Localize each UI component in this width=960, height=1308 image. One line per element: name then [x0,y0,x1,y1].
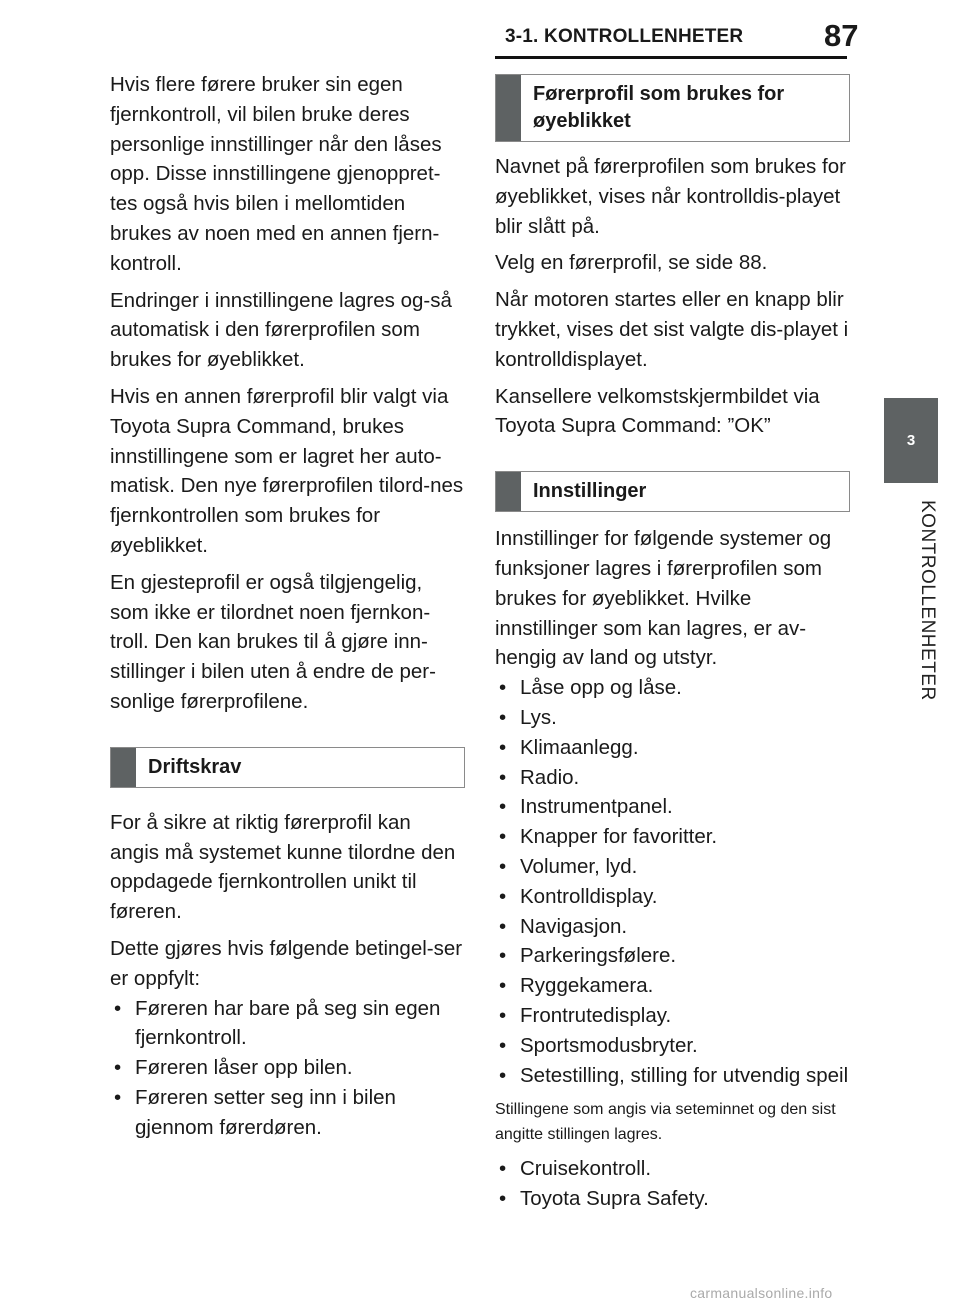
chapter-label: KONTROLLENHETER [917,500,938,701]
list-item: • Ryggekamera. [495,971,850,1001]
section-heading-innstillinger [495,471,850,512]
section-heading-label: Innstillinger [533,480,647,503]
list-item: • Klimaanlegg. [495,733,850,763]
list-item: • Føreren har bare på seg sin egen fjernkontroll. [110,994,465,1054]
paragraph: En gjesteprofil er også tilgjengelig, som ikke er tilordnet noen fjernkon-troll. Den kan brukes til å gjøre inn-stillinger i bilen uten å endre de per-sonlige førerprofilene. [110,570,436,713]
section-heading-label: Driftskrav [148,755,242,778]
watermark: carmanualsonline.info [690,1285,833,1301]
list-item: • Navigasjon. [495,912,850,942]
settings-list [495,673,850,1090]
list-item: • Radio. [495,763,850,793]
list-item: • Cruisekontroll. [495,1154,850,1184]
list-item: • Sportsmodusbryter. [495,1031,850,1061]
paragraph: Når motoren startes eller en knapp blir trykket, vises det sist valgte dis-playet i kontrolldisplayet. [495,288,849,371]
list-item: • Låse opp og låse. [495,673,850,703]
list-item: • Frontrutedisplay. [495,1001,850,1031]
settings-list-extra [495,1154,850,1214]
list-item: • Setestilling, stilling for utvendig speil [495,1061,850,1091]
list-item: • Føreren setter seg inn i bilen gjennom førerdøren. [110,1083,465,1143]
paragraph: Innstillinger for følgende systemer og funksjoner lagres i førerprofilen som brukes for øyeblikket. Hvilke innstillinger som kan lagres, er av-hengig av land og utstyr. [495,527,832,670]
list-item: • Toyota Supra Safety. [495,1184,850,1214]
section-heading-bar [496,75,521,141]
section-heading-label: Førerprofil som brukes for øyeblikket [533,83,785,132]
note-text: Stillingene som angis via seteminnet og den sist angitte stillingen lagres. [495,1101,836,1144]
paragraph: Hvis en annen førerprofil blir valgt via Toyota Supra Command, brukes innstillingene som er lagret her auto-matisk. Den nye førerprofilen tilord-nes fjernkontrollen som brukes for øyeblikket. [110,384,464,557]
right-column [495,74,850,1221]
list-item: • Instrumentpanel. [495,792,850,822]
paragraph: For å sikre at riktig førerprofil kan angis må systemet kunne tilordne den oppdagede fjernkontrollen unikt til føreren. [110,810,456,924]
section-heading-bar [496,472,521,511]
paragraph: Velg en førerprofil, se side 88. [495,251,768,275]
left-column [110,70,465,1150]
header-rule [495,56,847,59]
list-item: • Parkeringsfølere. [495,941,850,971]
paragraph: Dette gjøres hvis følgende betingel-ser er oppfylt: [110,936,463,990]
paragraph: Kansellere velkomstskjermbildet via Toyota Supra Command: ”OK” [495,384,820,438]
chapter-number: 3 [906,432,916,449]
paragraph: Navnet på førerprofilen som brukes for øyeblikket, vises når kontrolldis-playet blir slått på. [495,155,846,238]
list-item: • Lys. [495,703,850,733]
chapter-tab[interactable] [884,398,938,483]
paragraph: Hvis flere førere bruker sin egen fjernkontroll, vil bilen bruke deres personlige innstillinger når den låses opp. Disse innstillingene gjenoppret-tes også hvis bilen i mellomtiden brukes av noen med en annen fjern-kontroll. [110,73,442,275]
list-item: • Volumer, lyd. [495,852,850,882]
paragraph: Endringer i innstillingene lagres og-så automatisk i den førerprofilen som brukes for øyeblikket. [110,288,452,372]
list-item: • Kontrolldisplay. [495,882,850,912]
list-item: • Knapper for favoritter. [495,822,850,852]
section-heading-current-profile [495,74,850,142]
list-item: • Føreren låser opp bilen. [110,1053,465,1083]
page-number: 87 [824,18,859,53]
conditions-list [110,994,465,1143]
section-title: 3-1. KONTROLLENHETER [505,26,744,47]
section-heading-bar [111,748,136,787]
section-heading-driftskrav [110,747,465,788]
